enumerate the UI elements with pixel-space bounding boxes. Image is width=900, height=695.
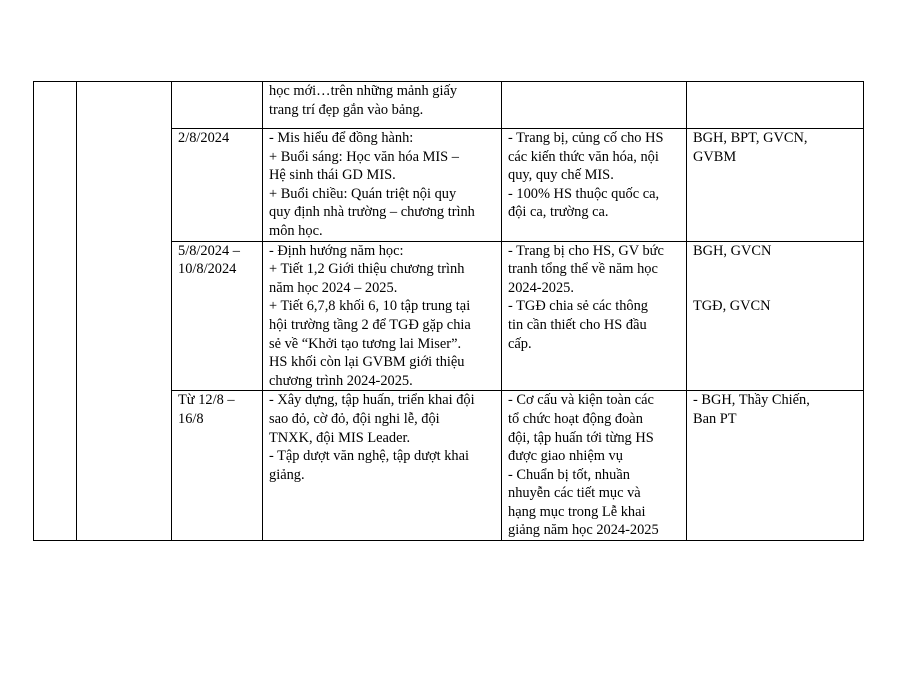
date-line: 5/8/2024 – [178, 242, 240, 259]
responsible-line: BGH, BPT, GVCN, [693, 130, 808, 146]
date-cell [172, 129, 263, 242]
responsible-line: BGH, GVCN [693, 242, 772, 259]
goal-line: hạng mục trong Lễ khai [508, 503, 646, 520]
activity-cell [263, 129, 502, 242]
activity-line: HS khối còn lại GVBM giới thiệu [269, 354, 465, 371]
spacer [693, 260, 858, 279]
activity-plan-table [33, 81, 864, 541]
date-line: 2/8/2024 [178, 130, 230, 146]
goal-line: 2024-2025. [508, 279, 574, 296]
activity-line: + Buổi sáng: Học văn hóa MIS – [269, 148, 459, 165]
activity-cell [263, 391, 502, 541]
goal-line: tranh tổng thể về năm học [508, 261, 658, 278]
goal-line: tin cần thiết cho HS đầu [508, 316, 647, 333]
activity-line: + Tiết 6,7,8 khối 6, 10 tập trung tại [269, 298, 471, 315]
goal-line: - Chuẩn bị tốt, nhuần [508, 466, 630, 483]
goal-line: cấp. [508, 335, 532, 352]
activity-line: - Định hướng năm học: [269, 242, 404, 259]
activity-line: + Buổi chiều: Quán triệt nội quy [269, 185, 457, 202]
goal-line: các kiến thức văn hóa, nội [508, 148, 659, 165]
goal-line: tổ chức hoạt động đoàn [508, 410, 643, 427]
goal-line: - Cơ cấu và kiện toàn các [508, 392, 654, 409]
responsible-cell [687, 129, 864, 242]
goal-line: được giao nhiệm vụ [508, 448, 623, 465]
goal-cell [502, 391, 687, 541]
activity-line: sao đỏ, cờ đỏ, đội nghi lễ, đội [269, 410, 440, 427]
activity-line: - Mis hiểu để đồng hành: [269, 130, 414, 146]
date-cell [172, 241, 263, 391]
merged-category-cell [77, 82, 172, 541]
activity-line: Hệ sinh thái GD MIS. [269, 167, 396, 184]
responsible-cell [687, 391, 864, 541]
table-row [34, 82, 864, 129]
goal-cell [502, 241, 687, 391]
activity-line: chương trình 2024-2025. [269, 372, 413, 389]
activity-cell [263, 82, 502, 129]
activity-line: TNXK, đội MIS Leader. [269, 429, 411, 446]
responsible-line: TGĐ, GVCN [693, 298, 771, 315]
goal-line: - TGĐ chia sẻ các thông [508, 298, 648, 315]
activity-line: sẻ về “Khởi tạo tương lai Miser”. [269, 335, 462, 352]
responsible-cell [687, 82, 864, 129]
date-line: 16/8 [178, 410, 204, 427]
activity-line: - Tập dượt văn nghệ, tập dượt khai [269, 448, 470, 465]
activity-line: năm học 2024 – 2025. [269, 279, 398, 296]
responsible-cell [687, 241, 864, 391]
goal-line: đội, tập huấn tới từng HS [508, 429, 654, 446]
goal-line: giảng năm học 2024-2025 [508, 522, 659, 539]
responsible-line: - BGH, Thầy Chiến, [693, 392, 810, 409]
activity-line: + Tiết 1,2 Giới thiệu chương trình [269, 261, 465, 278]
date-line: Từ 12/8 – [178, 392, 235, 409]
goal-line: đội ca, trường ca. [508, 204, 609, 221]
responsible-line: GVBM [693, 148, 737, 165]
goal-line: - 100% HS thuộc quốc ca, [508, 185, 660, 202]
goal-cell [502, 129, 687, 242]
goal-cell [502, 82, 687, 129]
date-cell [172, 82, 263, 129]
goal-line: - Trang bị cho HS, GV bức [508, 242, 664, 259]
activity-line: giảng. [269, 466, 305, 483]
merged-index-cell [34, 82, 77, 541]
activity-line: học mới…trên những mảnh giấy [269, 83, 458, 99]
date-line: 10/8/2024 [178, 261, 237, 278]
activity-line: quy định nhà trường – chương trình [269, 204, 475, 221]
responsible-line: Ban PT [693, 410, 737, 427]
activity-line: - Xây dựng, tập huấn, triển khai đội [269, 392, 475, 409]
activity-line: trang trí đẹp gắn vào bảng. [269, 101, 424, 118]
goal-line: quy, quy chế MIS. [508, 167, 614, 184]
goal-line: nhuyễn các tiết mục và [508, 485, 641, 502]
activity-line: hội trường tầng 2 để TGĐ gặp chia [269, 316, 471, 333]
activity-line: môn học. [269, 222, 323, 239]
activity-cell [263, 241, 502, 391]
date-cell [172, 391, 263, 541]
spacer [693, 279, 858, 298]
goal-line: - Trang bị, củng cố cho HS [508, 130, 664, 146]
